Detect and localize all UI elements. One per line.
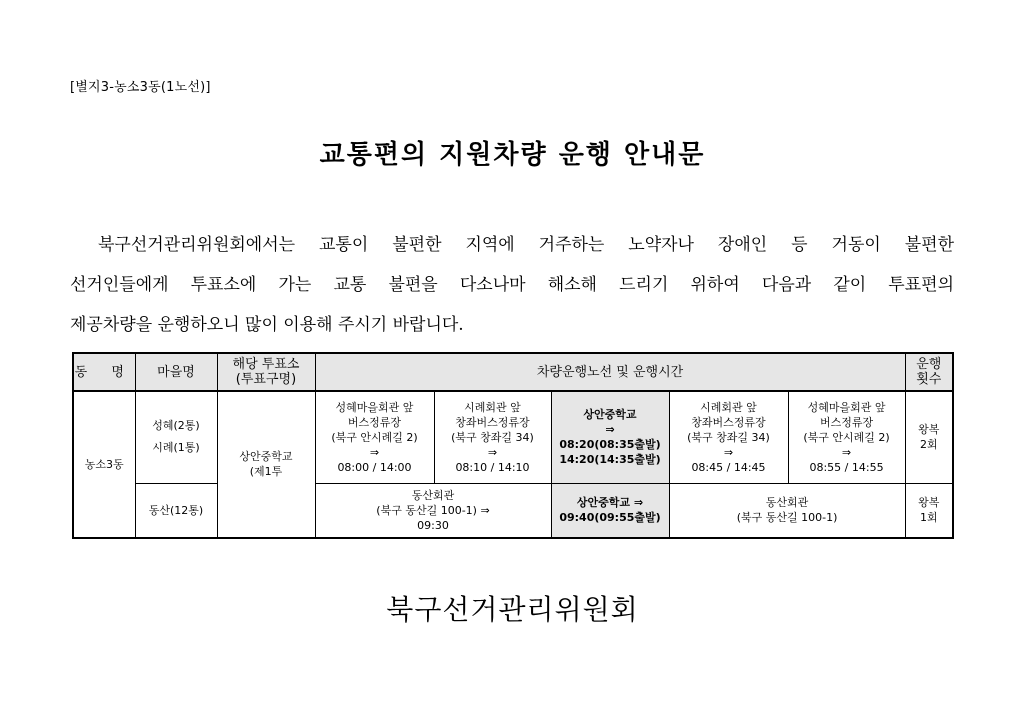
route-hub-school: 상안중학교 ⇒ 08:20(08:35출발) 14:20(14:35출발) xyxy=(551,391,669,483)
annex-label: [별지3-농소3동(1노선)] xyxy=(70,80,211,95)
intro-line-2: 선거인들에게 투표소에 가는 교통 불편을 다소나마 해소해 드리기 위하여 다음과 같이 투표편의 xyxy=(70,275,954,295)
document-title: 교통편의 지원차량 운행 안내문 xyxy=(319,140,706,170)
route-hub-school: 상안중학교 ⇒ 09:40(09:55출발) xyxy=(551,483,669,538)
route-stop-dongsan-start: 동산회관 (북구 동산길 100-1) ⇒ 09:30 xyxy=(315,483,551,538)
table-row xyxy=(73,391,953,483)
route-stop-2: 시례회관 앞 창좌버스정류장 (북구 창좌길 34) ⇒ 08:10 / 14:10 xyxy=(434,391,551,483)
schedule-table xyxy=(72,352,954,539)
header-polling-place: 해당 투표소 (투표구명) xyxy=(217,353,315,391)
route-stop-1: 성혜마을회관 앞 버스정류장 (북구 안시례길 2) ⇒ 08:00 / 14:00 xyxy=(315,391,434,483)
route-stop-dongsan-end: 동산회관 (북구 동산길 100-1) xyxy=(669,483,905,538)
intro-line-3: 제공차량을 운행하오니 많이 이용해 주시기 바랍니다. xyxy=(70,315,464,335)
village-cell: 동산(12통) xyxy=(135,483,217,538)
trips-cell: 왕복 2회 xyxy=(905,391,953,483)
dong-name-cell: 농소3동 xyxy=(73,391,135,538)
header-village: 마을명 xyxy=(135,353,217,391)
header-trips: 운행 횟수 xyxy=(905,353,953,391)
route-stop-5: 성혜마을회관 앞 버스정류장 (북구 안시례길 2) ⇒ 08:55 / 14:55 xyxy=(788,391,905,483)
header-dong: 동 명 xyxy=(73,353,135,391)
table-row xyxy=(73,483,953,538)
intro-paragraph xyxy=(70,225,954,345)
intro-line-1: 북구선거관리위원회에서는 교통이 불편한 지역에 거주하는 노약자나 장애인 등 거동이 불편한 xyxy=(98,235,954,255)
route-stop-4: 시례회관 앞 창좌버스정류장 (북구 창좌길 34) ⇒ 08:45 / 14:45 xyxy=(669,391,788,483)
table-header-row xyxy=(73,353,953,391)
header-route: 차량운행노선 및 운행시간 xyxy=(315,353,905,391)
village-cell: 성혜(2통) 시례(1통) xyxy=(135,391,217,483)
trips-cell: 왕복 1회 xyxy=(905,483,953,538)
issuer-footer: 북구선거관리위원회 xyxy=(386,593,639,626)
polling-place-cell: 상안중학교 (제1투 xyxy=(217,391,315,538)
